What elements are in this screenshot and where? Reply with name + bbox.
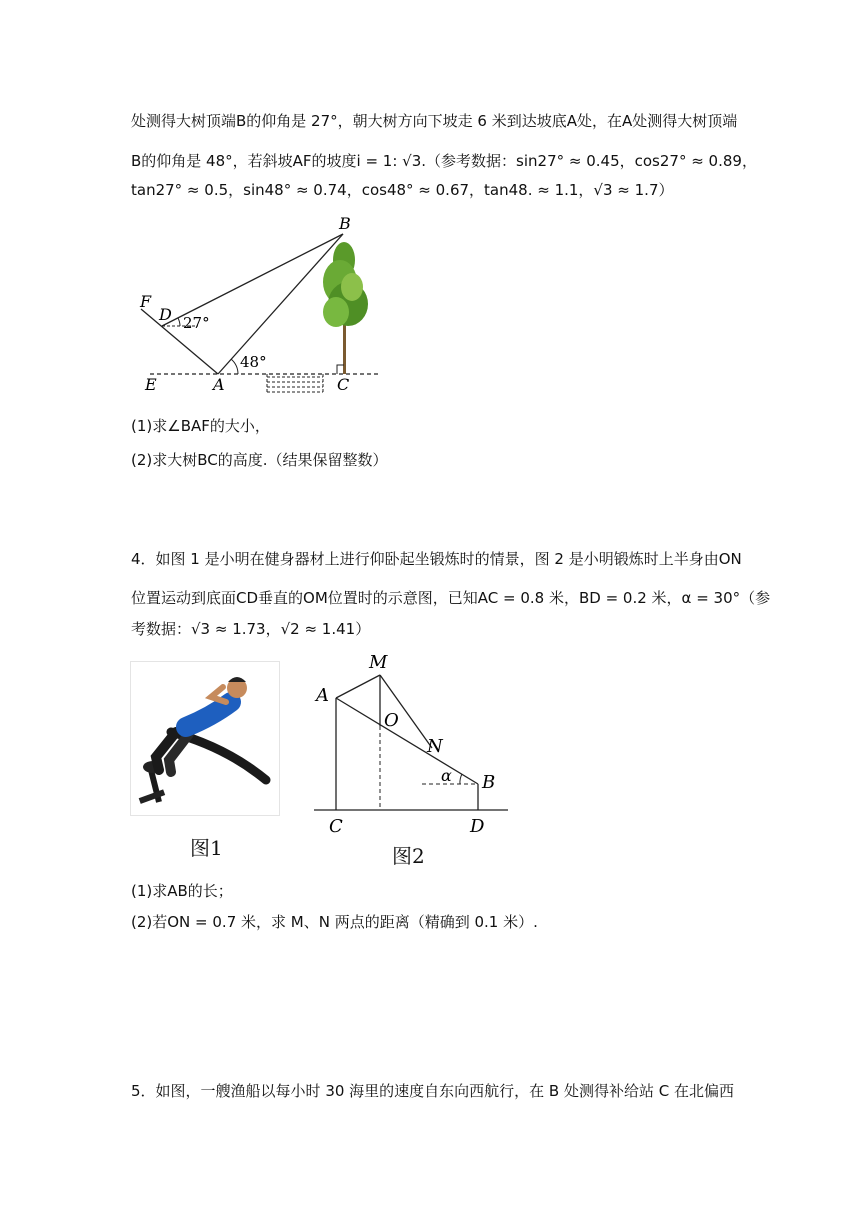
label-D: D [470,816,485,837]
problem3-question-1: (1)求∠BAF的大小， [131,417,270,435]
label-F: F [140,292,152,311]
angle-alpha-label: α [441,766,452,785]
label-B: B [339,214,351,233]
angle-D-label: 27° [183,314,210,332]
label-D: D [159,305,172,324]
problem3-question-2: (2)求大树BC的高度.（结果保留整数） [131,451,388,469]
problem3-line-2: B的仰角是 48°，若斜坡AF的坡度i = 1: √3.（参考数据：sin27° ≈ 0.45，cos27° ≈ 0.89， [131,152,757,170]
problem4-question-2: (2)若ON = 0.7 米，求 M、N 两点的距离（精确到 0.1 米）. [131,913,538,931]
situp-photo [130,661,280,816]
tree-icon [323,242,368,374]
label-M: M [369,652,388,673]
label-C: C [337,375,350,394]
problem3-line-1: 处测得大树顶端B的仰角是 27°，朝大树方向下坡走 6 米到达坡底A处，在A处测得大树顶端 [131,112,738,130]
problem3-line-3: tan27° ≈ 0.5，sin48° ≈ 0.74，cos48° ≈ 0.67，tan48. ≈ 1.1，√3 ≈ 1.7） [131,181,674,199]
problem5-line-1: 5．如图，一艘渔船以每小时 30 海里的速度自东向西航行，在 B 处测得补给站 C 在北偏西 [131,1082,735,1100]
label-A: A [213,375,225,394]
figure-2-caption: 图2 [392,844,425,868]
label-C: C [329,816,343,837]
problem4-figure-2 [310,648,520,843]
problem4-line-3: 考数据：√3 ≈ 1.73，√2 ≈ 1.41） [131,620,371,638]
angle-A-label: 48° [240,353,267,371]
problem4-line-1: 4．如图 1 是小明在健身器材上进行仰卧起坐锻炼时的情景，图 2 是小明锻炼时上半身由ON [131,550,742,568]
figure-1-caption: 图1 [190,836,223,860]
problem4-question-1: (1)求AB的长； [131,882,233,900]
label-E: E [145,375,157,394]
problem3-figure [130,212,390,397]
label-A: A [316,685,329,706]
problem4-line-2: 位置运动到底面CD垂直的OM位置时的示意图，已知AC = 0.8 米，BD = 0.2 米，α = 30°（参 [131,589,771,607]
label-B: B [482,772,496,793]
label-O: O [384,710,399,731]
situp-person-icon [131,662,279,815]
label-N: N [427,736,443,757]
